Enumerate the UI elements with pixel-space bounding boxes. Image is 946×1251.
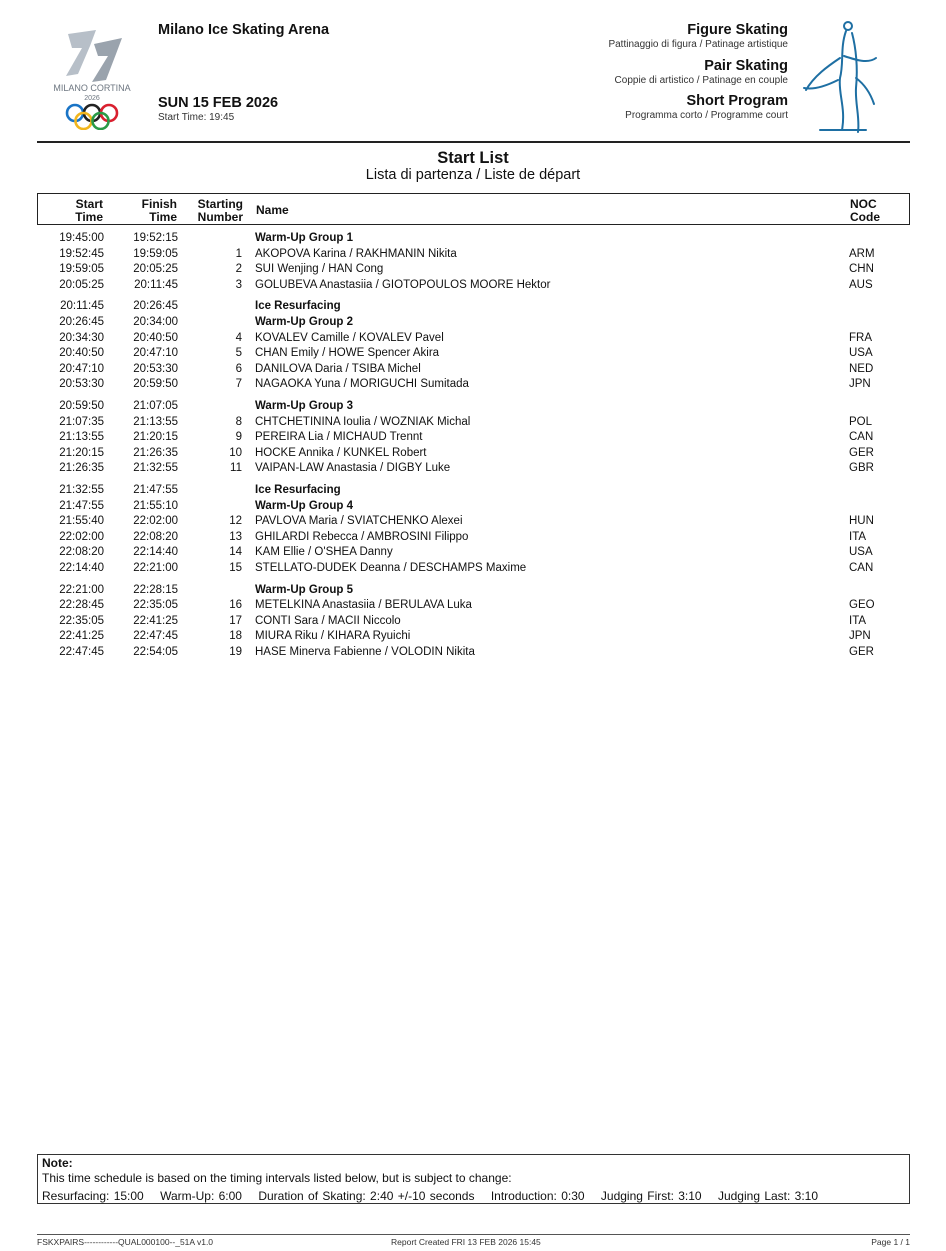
- schedule-label-row: [37, 399, 910, 414]
- page-number: Page 1 / 1: [871, 1237, 910, 1247]
- schedule-label-row: [37, 499, 910, 514]
- table-row: [37, 645, 910, 660]
- col-starting-number: Starting Number: [197, 197, 243, 224]
- table-row: [37, 629, 910, 644]
- page-subtitle: Lista di partenza / Liste de départ: [365, 167, 581, 183]
- name-cell: CONTI Sara / MACII Niccolo: [255, 614, 401, 627]
- interval-resurfacing: Resurfacing: 15:00: [42, 1189, 144, 1203]
- finish-time-cell: 21:47:55: [133, 484, 178, 496]
- header-divider: [37, 141, 910, 143]
- table-row: [37, 331, 910, 346]
- event-subtitle: Coppie di artistico / Patinage en couple: [614, 75, 788, 86]
- starting-number-cell: 11: [230, 462, 242, 475]
- noc-code-cell: GER: [849, 446, 874, 459]
- start-time-cell: 21:20:15: [59, 446, 104, 459]
- start-time-cell: 20:26:45: [59, 316, 104, 328]
- starting-number-cell: 2: [235, 263, 242, 276]
- start-time-cell: 22:14:40: [59, 562, 104, 574]
- finish-time-cell: 20:05:25: [133, 263, 178, 276]
- finish-time-cell: 22:54:05: [133, 646, 178, 658]
- finish-time-cell: 20:26:45: [133, 300, 178, 313]
- name-cell: Warm-Up Group 2: [255, 316, 353, 328]
- note-text: This time schedule is based on the timing intervals listed below, but is subject to change:: [42, 1171, 512, 1185]
- name-cell: GHILARDI Rebecca / AMBROSINI Filippo: [255, 530, 469, 543]
- name-cell: Warm-Up Group 4: [255, 499, 353, 512]
- table-row: [37, 598, 910, 613]
- note-intervals: [42, 1189, 830, 1203]
- start-time: Start Time: 19:45: [158, 112, 235, 123]
- starting-number-cell: 9: [235, 431, 242, 444]
- table-row: [37, 247, 910, 262]
- table-row: [37, 614, 910, 629]
- start-time-cell: 22:02:00: [59, 530, 104, 543]
- start-time-cell: 21:13:55: [59, 431, 104, 444]
- finish-time-cell: 22:02:00: [133, 515, 178, 528]
- finish-time-cell: 21:20:15: [133, 431, 178, 444]
- starting-number-cell: 16: [229, 599, 242, 612]
- noc-code-cell: POL: [849, 415, 873, 428]
- starting-number-cell: 4: [235, 331, 242, 344]
- noc-code-cell: FRA: [849, 331, 872, 344]
- discipline-subtitle: Pattinaggio di figura / Patinage artistique: [608, 39, 788, 50]
- noc-code-cell: CHN: [849, 263, 874, 276]
- start-time-cell: 20:34:30: [59, 331, 104, 344]
- table-row: [37, 262, 910, 277]
- name-cell: VAIPAN-LAW Anastasia / DIGBY Luke: [255, 462, 451, 475]
- finish-time-cell: 21:55:10: [133, 499, 178, 512]
- noc-code-cell: ITA: [849, 530, 867, 543]
- name-cell: GOLUBEVA Anastasiia / GIOTOPOULOS MOORE Hektor: [255, 278, 551, 291]
- schedule-label-row: [37, 483, 910, 498]
- col-name: Name: [256, 203, 289, 217]
- note-title: Note:: [42, 1156, 73, 1170]
- interval-duration: Duration of Skating: 2:40 +/-10 seconds: [258, 1189, 475, 1203]
- starting-number-cell: 17: [229, 614, 242, 627]
- name-cell: KOVALEV Camille / KOVALEV Pavel: [255, 331, 444, 344]
- starting-number-cell: 18: [229, 630, 242, 643]
- table-row: [37, 415, 910, 430]
- finish-time-cell: 19:59:05: [133, 247, 178, 260]
- start-time-cell: 20:11:45: [60, 300, 104, 313]
- noc-code-cell: CAN: [849, 431, 874, 444]
- table-row: [37, 561, 910, 576]
- discipline-title: Figure Skating: [687, 22, 788, 38]
- finish-time-cell: 19:52:15: [133, 232, 178, 244]
- finish-time-cell: 22:21:00: [133, 562, 178, 574]
- name-cell: KAM Ellie / O'SHEA Danny: [255, 546, 393, 559]
- name-cell: Warm-Up Group 5: [255, 583, 353, 596]
- olympic-emblem-icon: [38, 22, 146, 130]
- schedule-label-row: [37, 231, 910, 246]
- report-created: Report Created FRI 13 FEB 2026 15:45: [391, 1237, 541, 1247]
- table-row: [37, 278, 910, 293]
- finish-time-cell: 22:28:15: [133, 583, 178, 596]
- col-finish-time: Finish Time: [141, 197, 177, 224]
- starting-number-cell: 13: [229, 530, 242, 543]
- noc-code-cell: USA: [849, 546, 873, 559]
- starting-number-cell: 7: [235, 378, 242, 391]
- interval-introduction: Introduction: 0:30: [490, 1189, 585, 1203]
- table-row: [37, 430, 910, 445]
- start-time-cell: 20:05:25: [59, 278, 104, 291]
- schedule-label-row: [37, 299, 910, 314]
- starting-number-cell: 12: [229, 515, 242, 528]
- name-cell: Ice Resurfacing: [255, 300, 341, 313]
- finish-time-cell: 21:07:05: [133, 400, 178, 412]
- name-cell: PEREIRA Lia / MICHAUD Trennt: [255, 431, 423, 444]
- finish-time-cell: 20:34:00: [133, 316, 178, 328]
- name-cell: HASE Minerva Fabienne / VOLODIN Nikita: [255, 646, 475, 658]
- start-time-cell: 21:55:40: [59, 515, 104, 528]
- finish-time-cell: 22:35:05: [133, 599, 178, 612]
- name-cell: Warm-Up Group 1: [255, 232, 353, 244]
- start-time-cell: 22:35:05: [59, 614, 104, 627]
- event-title: Pair Skating: [704, 58, 788, 74]
- start-time-cell: 21:26:35: [59, 462, 104, 475]
- start-time-cell: 20:53:30: [59, 378, 104, 391]
- milano-cortina-logo: [38, 22, 146, 130]
- finish-time-cell: 22:14:40: [133, 546, 178, 559]
- col-noc-code: NOC Code: [850, 197, 880, 224]
- footer-divider: [37, 1234, 910, 1235]
- finish-time-cell: 20:11:45: [134, 278, 178, 291]
- finish-time-cell: 22:08:20: [133, 530, 178, 543]
- table-row: [37, 514, 910, 529]
- report-code: FSKXPAIRS------------QUAL000100--_51A v1.0: [37, 1237, 214, 1247]
- start-time-cell: 21:07:35: [59, 415, 104, 428]
- name-cell: DANILOVA Daria / TSIBA Michel: [255, 362, 421, 375]
- noc-code-cell: AUS: [849, 278, 873, 291]
- table-row: [37, 362, 910, 377]
- starting-number-cell: 10: [229, 446, 242, 459]
- finish-time-cell: 22:47:45: [133, 630, 178, 643]
- starting-number-cell: 14: [229, 546, 242, 559]
- starting-number-cell: 6: [235, 362, 242, 375]
- noc-code-cell: JPN: [849, 630, 871, 643]
- col-start-time: Start Time: [75, 197, 103, 224]
- starting-number-cell: 8: [235, 415, 242, 428]
- start-time-cell: 19:52:45: [59, 247, 104, 260]
- starting-number-cell: 15: [229, 562, 242, 574]
- note-box: [37, 1154, 910, 1204]
- table-row: [37, 446, 910, 461]
- start-time-cell: 22:41:25: [59, 630, 104, 643]
- finish-time-cell: 21:32:55: [133, 462, 178, 475]
- starting-number-cell: 3: [235, 278, 242, 291]
- logo-text-1: MILANO CORTINA: [53, 83, 131, 93]
- noc-code-cell: ITA: [849, 614, 867, 627]
- table-row: [37, 545, 910, 560]
- table-header: [37, 193, 910, 225]
- start-time-cell: 19:45:00: [59, 232, 104, 244]
- noc-code-cell: GER: [849, 646, 874, 658]
- noc-code-cell: GEO: [849, 599, 875, 612]
- noc-code-cell: USA: [849, 347, 873, 360]
- start-time-cell: 20:47:10: [59, 362, 104, 375]
- table-row: [37, 377, 910, 392]
- interval-warmup: Warm-Up: 6:00: [160, 1189, 242, 1203]
- interval-judging-last: Judging Last: 3:10: [717, 1189, 819, 1203]
- finish-time-cell: 21:26:35: [133, 446, 178, 459]
- name-cell: MIURA Riku / KIHARA Ryuichi: [255, 630, 411, 643]
- start-time-cell: 20:40:50: [59, 347, 104, 360]
- finish-time-cell: 20:59:50: [133, 378, 178, 391]
- page-title: Start List: [437, 149, 509, 167]
- name-cell: Ice Resurfacing: [255, 484, 341, 496]
- noc-code-cell: HUN: [849, 515, 874, 528]
- name-cell: NAGAOKA Yuna / MORIGUCHI Sumitada: [255, 378, 469, 391]
- finish-time-cell: 20:40:50: [133, 331, 178, 344]
- start-time-cell: 22:47:45: [59, 646, 104, 658]
- finish-time-cell: 21:13:55: [133, 415, 178, 428]
- starting-number-cell: 19: [229, 646, 242, 658]
- name-cell: STELLATO-DUDEK Deanna / DESCHAMPS Maxime: [255, 562, 527, 574]
- start-time-cell: 22:21:00: [59, 583, 104, 596]
- schedule-label-row: [37, 583, 910, 598]
- table-row: [37, 346, 910, 361]
- segment-subtitle: Programma corto / Programme court: [625, 110, 788, 121]
- name-cell: Warm-Up Group 3: [255, 400, 353, 412]
- name-cell: HOCKE Annika / KUNKEL Robert: [255, 446, 427, 459]
- starting-number-cell: 5: [235, 347, 242, 360]
- noc-code-cell: CAN: [849, 562, 874, 574]
- start-time-cell: 21:47:55: [59, 499, 104, 512]
- noc-code-cell: ARM: [849, 247, 875, 260]
- start-time-cell: 22:28:45: [59, 599, 104, 612]
- table-row: [37, 461, 910, 476]
- noc-code-cell: GBR: [849, 462, 874, 475]
- noc-code-cell: NED: [849, 362, 874, 375]
- finish-time-cell: 22:41:25: [133, 614, 178, 627]
- schedule-label-row: [37, 315, 910, 330]
- start-time-cell: 21:32:55: [59, 484, 104, 496]
- interval-judging-first: Judging First: 3:10: [600, 1189, 702, 1203]
- name-cell: AKOPOVA Karina / RAKHMANIN Nikita: [255, 247, 457, 260]
- name-cell: CHTCHETININA Ioulia / WOZNIAK Michal: [255, 415, 471, 428]
- logo-text-2: 2026: [84, 95, 100, 102]
- start-time-cell: 22:08:20: [59, 546, 104, 559]
- name-cell: PAVLOVA Maria / SVIATCHENKO Alexei: [255, 515, 463, 528]
- event-date: SUN 15 FEB 2026: [158, 95, 279, 111]
- table-row: [37, 530, 910, 545]
- finish-time-cell: 20:53:30: [133, 362, 178, 375]
- pair-skating-pictogram-icon: [800, 18, 880, 136]
- start-time-cell: 19:59:05: [59, 263, 104, 276]
- noc-code-cell: JPN: [849, 378, 871, 391]
- start-time-cell: 20:59:50: [59, 400, 104, 412]
- name-cell: SUI Wenjing / HAN Cong: [255, 263, 384, 276]
- finish-time-cell: 20:47:10: [133, 347, 178, 360]
- segment-title: Short Program: [686, 93, 788, 109]
- name-cell: METELKINA Anastasiia / BERULAVA Luka: [255, 599, 472, 612]
- starting-number-cell: 1: [235, 247, 242, 260]
- name-cell: CHAN Emily / HOWE Spencer Akira: [255, 347, 440, 360]
- venue-name: Milano Ice Skating Arena: [158, 22, 330, 38]
